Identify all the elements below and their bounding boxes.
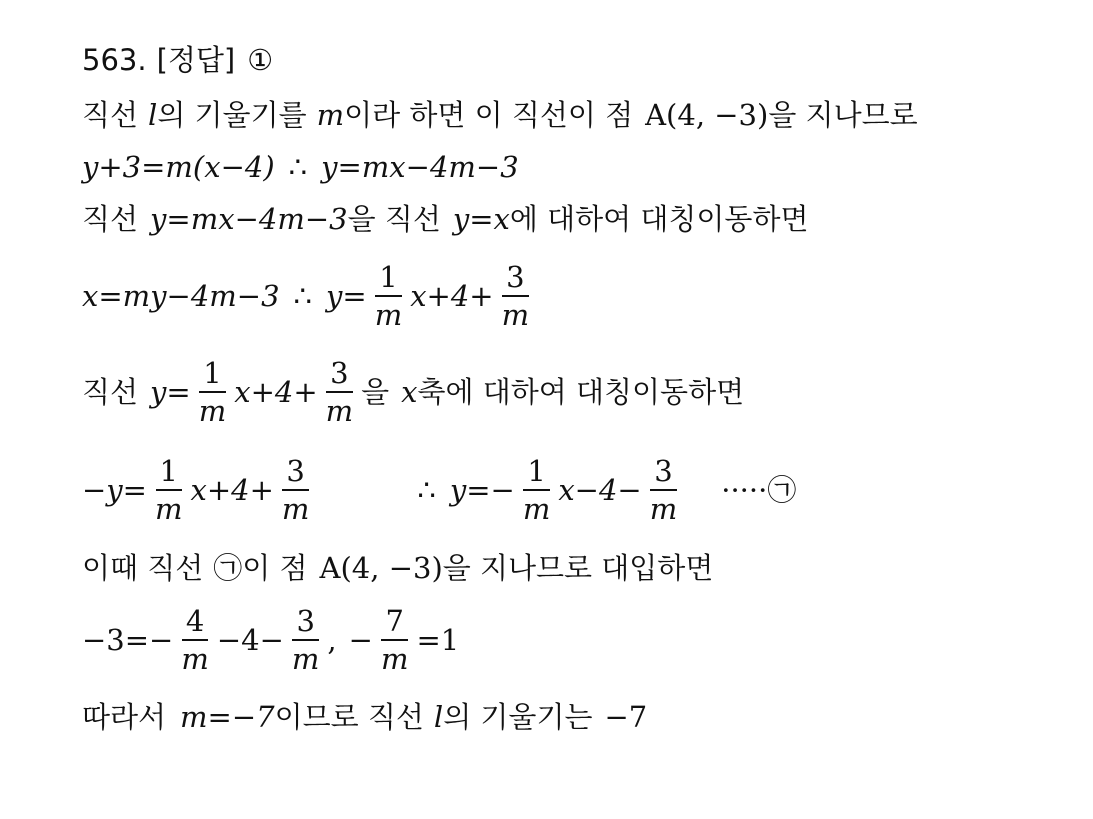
fraction <box>195 358 231 427</box>
text: 직선 <box>82 374 139 409</box>
math-equation: −y= <box>82 472 147 507</box>
problem-number: 563. <box>82 43 147 77</box>
math-equation: y=x <box>452 202 510 236</box>
math-equation: m=−7 <box>180 700 275 734</box>
math-equation: y= <box>326 278 367 313</box>
math-equation: y=mx−4m−3 <box>150 202 348 236</box>
math-var: x <box>401 374 418 409</box>
math-equation: y=mx−4m−3 <box>321 150 519 184</box>
denominator: m <box>281 492 310 527</box>
math-expression: −4− <box>216 622 284 657</box>
numerator: 1 <box>523 456 549 491</box>
text: 을 지나므로 대입하면 <box>442 551 714 585</box>
answer-label: [정답] <box>156 43 236 77</box>
denominator: m <box>181 642 209 677</box>
text: 직선 <box>82 98 139 132</box>
fraction <box>278 456 314 525</box>
math-equation: y= <box>150 374 191 409</box>
text: 따라서 <box>82 700 167 734</box>
math-expression: x+4+ <box>234 374 318 409</box>
numerator: 1 <box>199 358 225 393</box>
text: 을 <box>361 374 390 409</box>
math-var: l <box>433 700 444 734</box>
math-point: A(4, −3) <box>645 98 769 132</box>
math-point: A(4, −3) <box>319 551 443 585</box>
math-expression: x+4+ <box>190 472 274 507</box>
numerator: 1 <box>156 456 182 491</box>
text: 을 직선 <box>347 202 441 236</box>
text: 이라 하면 이 직선이 점 <box>344 98 634 132</box>
math-equation: y=− <box>449 472 515 507</box>
numerator: 3 <box>326 358 352 393</box>
numerator: 1 <box>375 262 401 297</box>
fraction <box>646 456 682 525</box>
fraction <box>322 358 358 427</box>
math-expression: =1 <box>416 622 460 657</box>
text: 직선 <box>82 202 139 236</box>
fraction <box>519 456 555 525</box>
denominator: m <box>154 492 183 527</box>
fraction <box>371 262 407 331</box>
fraction <box>288 606 324 675</box>
math-expression: x+4+ <box>410 278 494 313</box>
denominator: m <box>380 642 409 677</box>
fraction <box>498 262 534 331</box>
denominator: m <box>501 298 530 333</box>
fraction <box>177 606 213 675</box>
therefore-symbol: ∴ <box>417 472 436 507</box>
math-equation: −3=− <box>82 622 174 657</box>
math-equation: x=my−4m−3 <box>82 278 280 313</box>
denominator: m <box>374 298 403 333</box>
fraction <box>377 606 413 675</box>
numerator: 7 <box>381 606 407 641</box>
numerator: 3 <box>282 456 308 491</box>
therefore-symbol: ∴ <box>288 150 308 184</box>
denominator: m <box>198 394 227 429</box>
denominator: m <box>522 492 551 527</box>
answer-choice: ① <box>247 43 274 77</box>
math-equation: y+3=m(x−4) <box>82 150 275 184</box>
solution-line-8 <box>82 606 459 675</box>
numerator: 4 <box>182 606 208 641</box>
text: 축에 대하여 대칭이동하면 <box>417 374 745 409</box>
text: 이므로 직선 <box>274 700 424 734</box>
math-var: l <box>148 98 158 132</box>
denominator: m <box>291 642 320 677</box>
comma: , <box>327 622 337 657</box>
math-expression: x−4− <box>558 472 642 507</box>
numerator: 3 <box>650 456 676 491</box>
solution-line-7 <box>82 551 714 585</box>
ellipsis: ····· <box>721 472 768 507</box>
problem-header <box>82 43 274 77</box>
text: 이 점 <box>242 551 308 585</box>
minus-sign: − <box>348 622 373 657</box>
solution-line-6 <box>82 456 796 525</box>
text: 의 기울기를 <box>157 98 307 132</box>
final-answer: −7 <box>604 700 648 734</box>
numerator: 3 <box>292 606 318 641</box>
solution-line-4 <box>82 262 537 331</box>
therefore-symbol: ∴ <box>293 278 312 313</box>
math-var: m <box>316 98 345 132</box>
denominator: m <box>649 492 678 527</box>
text: 의 기울기는 <box>443 700 593 734</box>
fraction <box>151 456 187 525</box>
circled-marker: ㉠ <box>213 551 243 585</box>
solution-line-1 <box>82 98 918 132</box>
circled-marker: ㉠ <box>767 472 797 507</box>
solution-line-5 <box>82 358 744 427</box>
solution-line-3 <box>82 202 809 236</box>
text: 을 지나므로 <box>768 98 918 132</box>
solution-line-9 <box>82 700 648 734</box>
text: 이때 직선 <box>82 551 204 585</box>
denominator: m <box>325 394 354 429</box>
text: 에 대하여 대칭이동하면 <box>509 202 809 236</box>
solution-line-2 <box>82 150 519 184</box>
numerator: 3 <box>502 262 528 297</box>
